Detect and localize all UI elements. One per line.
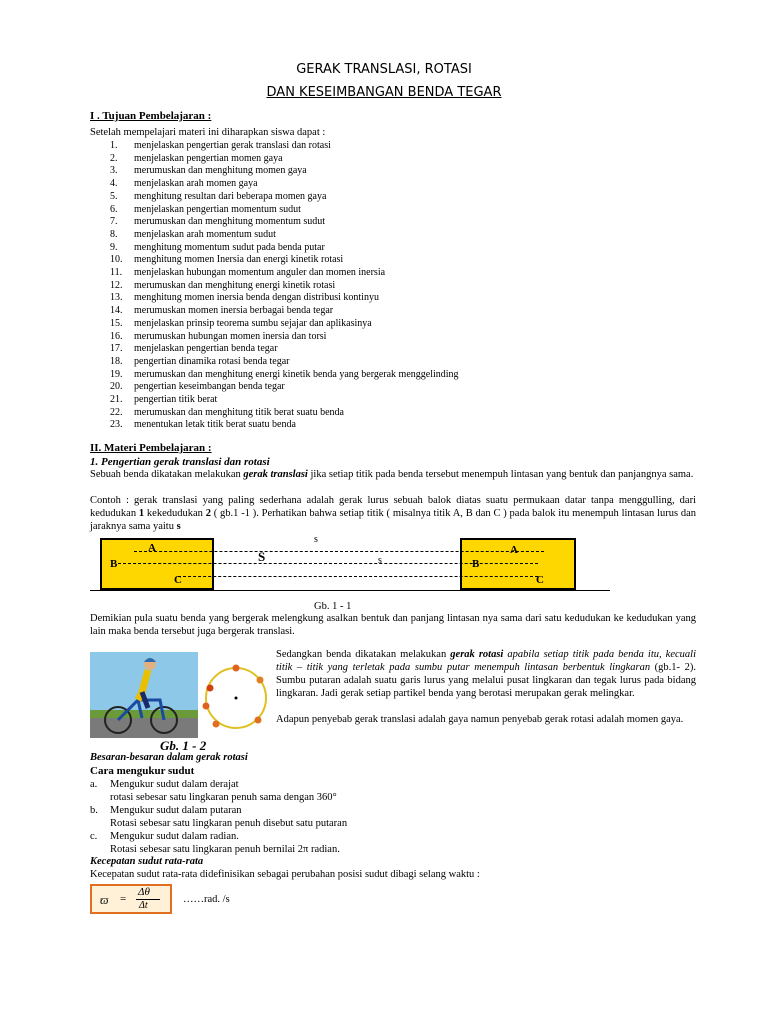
objective-item — [110, 331, 459, 344]
objectives-list — [110, 140, 459, 432]
item-b-desc: Rotasi sebesar satu lingkaran penuh disebut satu putaran — [110, 818, 348, 829]
ground-line — [90, 590, 610, 591]
objective-text: merumuskan dan menghitung momentum sudut — [134, 216, 326, 228]
objective-number: 20. — [110, 381, 123, 393]
objective-number: 6. — [110, 203, 118, 215]
formula-box — [90, 884, 172, 914]
label-s-mid: s — [378, 555, 382, 566]
objective-item — [110, 216, 459, 229]
item-b-marker: b. — [90, 805, 98, 816]
formula-denominator: Δt — [139, 900, 148, 911]
fig1-s-label-top: s — [314, 534, 318, 545]
objective-number: 23. — [110, 419, 123, 431]
objective-text: pengertian dinamika rotasi benda tegar — [134, 355, 290, 367]
objective-text: merumuskan dan menghitung titik berat suatu benda — [134, 406, 344, 418]
objective-number: 1. — [110, 140, 118, 151]
objective-text: menghitung momen Inersia dan energi kinetik rotasi — [134, 254, 344, 266]
label-c2: C — [536, 574, 544, 586]
objective-number: 21. — [110, 394, 123, 406]
objective-text: merumuskan momen inersia berbagai benda tegar — [134, 305, 334, 317]
formula-numerator: Δθ — [138, 886, 150, 898]
objective-number: 22. — [110, 406, 123, 418]
figure-1-1 — [90, 534, 700, 604]
objective-item — [110, 394, 459, 407]
paragraph-contoh: Contoh : gerak translasi yang paling sederhana adalah gerak lurus sebuah balok diatas suatu permukaan datar tanpa menggulling, dari kedudukan 1 kekedudukan 2 ( gb.1 -1 ). Perhatikan bahwa setiap titik ( misalnya titik A, B dan C ) pada balok itu menempuh lintasan lurus dan jaraknya sama yaitu s — [90, 495, 697, 532]
objective-number: 5. — [110, 190, 118, 202]
objective-number: 9. — [110, 241, 118, 253]
objective-item — [110, 178, 459, 191]
item-c-desc: Rotasi sebesar satu lingkaran penuh bernilai 2π radian. — [110, 844, 340, 855]
title-line1: GERAK TRANSLASI, ROTASI — [296, 62, 472, 77]
objective-text: menjelaskan pengertian gerak translasi dan rotasi — [134, 140, 331, 151]
objective-text: menjelaskan arah momentum sudut — [134, 228, 276, 240]
label-b1: B — [110, 558, 118, 570]
objective-text: menghitung momen inersia benda dengan distribusi kontinyu — [134, 292, 379, 304]
objective-item — [110, 242, 459, 255]
path-a — [134, 551, 544, 552]
objective-item — [110, 292, 459, 305]
label-a2: A — [510, 544, 518, 556]
objective-item — [110, 305, 459, 318]
objective-text: menentukan letak titik berat suatu benda — [134, 419, 296, 431]
item-a-marker: a. — [90, 779, 98, 790]
cyclist-image — [90, 652, 198, 738]
objective-text: merumuskan dan menghitung momen gaya — [134, 165, 307, 177]
objective-text: merumuskan dan menghitung energi kinetik benda yang bergerak menggelinding — [134, 368, 459, 380]
objective-text: menjelaskan arah momen gaya — [134, 178, 258, 190]
objective-item — [110, 140, 459, 153]
objective-item — [110, 369, 459, 382]
objective-item — [110, 254, 459, 267]
objective-item — [110, 343, 459, 356]
objective-item — [110, 153, 459, 166]
objective-number: 2. — [110, 152, 118, 164]
objective-number: 18. — [110, 355, 123, 367]
objective-number: 10. — [110, 254, 123, 266]
objective-number: 12. — [110, 279, 123, 291]
objective-number: 3. — [110, 165, 118, 177]
objective-item — [110, 229, 459, 242]
objective-item — [110, 280, 459, 293]
rotation-circle-image — [198, 660, 274, 736]
kecepatan-heading: Kecepatan sudut rata-rata — [90, 856, 204, 867]
path-c — [178, 576, 538, 577]
objective-text: menghitung momentum sudut pada benda putar — [134, 241, 325, 253]
kecepatan-text: Kecepatan sudut rata-rata didefinisikan sebagai perubahan posisi sudut dibagi selang waktu : — [90, 869, 480, 880]
objective-number: 7. — [110, 216, 118, 228]
figure-1-1-caption: Gb. 1 - 1 — [314, 601, 352, 612]
objective-item — [110, 381, 459, 394]
objective-text: menghitung resultan dari beberapa momen gaya — [134, 190, 327, 202]
section1-heading: I . Tujuan Pembelajaran : — [90, 110, 212, 122]
figure-1-2-caption: Gb. 1 - 2 — [160, 738, 207, 753]
objective-number: 13. — [110, 292, 123, 304]
besaran-heading: Besaran-besaran dalam gerak rotasi — [90, 752, 248, 763]
formula-equals: = — [120, 893, 127, 905]
paragraph-melengkung: Demikian pula suatu benda yang bergerak melengkung asalkan bentuk dan panjang lintasan nya sama dari satu kedudukan ke kedudukan yang lain maka benda tersebut juga bergerak translasi. — [90, 613, 696, 637]
cara-mengukur-heading: Cara mengukur sudut — [90, 765, 195, 777]
objective-item — [110, 165, 459, 178]
section2-sub1: 1. Pengertian gerak translasi dan rotasi — [90, 456, 270, 468]
formula-unit: ……rad. /s — [183, 894, 230, 905]
item-a-title: Mengukur sudut dalam derajat — [110, 779, 239, 790]
label-s-big: S — [258, 549, 266, 564]
objective-item — [110, 318, 459, 331]
objective-item — [110, 191, 459, 204]
item-a-desc: rotasi sebesar satu lingkaran penuh sama dengan 360° — [110, 792, 337, 803]
label-c1: C — [174, 574, 182, 586]
objective-item — [110, 356, 459, 369]
item-c-title: Mengukur sudut dalam radian. — [110, 831, 239, 842]
item-b-title: Mengukur sudut dalam putaran — [110, 805, 242, 816]
section2-heading: II. Materi Pembelajaran : — [90, 442, 212, 454]
objective-number: 15. — [110, 317, 123, 329]
objective-text: menjelaskan pengertian benda tegar — [134, 343, 278, 355]
paragraph-penyebab: Adapun penyebab gerak translasi adalah gaya namun penyebab gerak rotasi adalah momen gaya. — [276, 714, 684, 725]
objective-text: menjelaskan pengertian momentum sudut — [134, 203, 301, 215]
objective-item — [110, 419, 459, 432]
objective-text: pengertian titik berat — [134, 394, 218, 406]
objective-item — [110, 267, 459, 280]
formula-omega: ϖ — [100, 893, 109, 907]
paragraph-rotasi: Sedangkan benda dikatakan melakukan gerak rotasi apabila setiap titik pada benda itu, kecuali titik – titik yang terletak pada sumbu putar menempuh lintasan berbentuk lingkaran (gb.1- 2). Sumbu putaran adalah suatu garis lurus yang melalui pusat lingkaran dan tegak lurus pada bidang lingkaran. Jadi gerak setiap partikel benda yang berotasi merupakan gerak melingkar. — [276, 649, 696, 699]
objective-number: 4. — [110, 178, 118, 190]
objective-item — [110, 407, 459, 420]
objective-text: pengertian keseimbangan benda tegar — [134, 381, 285, 393]
section1-intro: Setelah mempelajari materi ini diharapkan siswa dapat : — [90, 127, 326, 138]
title-line2: DAN KESEIMBANGAN BENDA TEGAR — [266, 85, 502, 100]
objective-number: 17. — [110, 343, 123, 355]
item-c-marker: c. — [90, 831, 98, 842]
paragraph-translasi: Sebuah benda dikatakan melakukan gerak translasi jika setiap titik pada benda tersebut menempuh lintasan yang bentuk dan panjangnya sama. — [90, 469, 694, 480]
objective-text: merumuskan dan menghitung energi kinetik rotasi — [134, 279, 336, 291]
objective-item — [110, 204, 459, 217]
label-a1: A — [148, 542, 156, 554]
objective-text: merumuskan hubungan momen inersia dan torsi — [134, 330, 327, 342]
label-b2: B — [472, 558, 480, 570]
objective-number: 19. — [110, 368, 123, 380]
objective-number: 8. — [110, 228, 118, 240]
objective-number: 14. — [110, 305, 123, 317]
objective-text: menjelaskan prinsip teorema sumbu sejajar dan aplikasinya — [134, 317, 372, 329]
objective-number: 16. — [110, 330, 123, 342]
objective-number: 11. — [110, 267, 123, 279]
objective-text: menjelaskan pengertian momen gaya — [134, 152, 283, 164]
objective-text: menjelaskan hubungan momentum anguler dan momen inersia — [134, 267, 386, 279]
